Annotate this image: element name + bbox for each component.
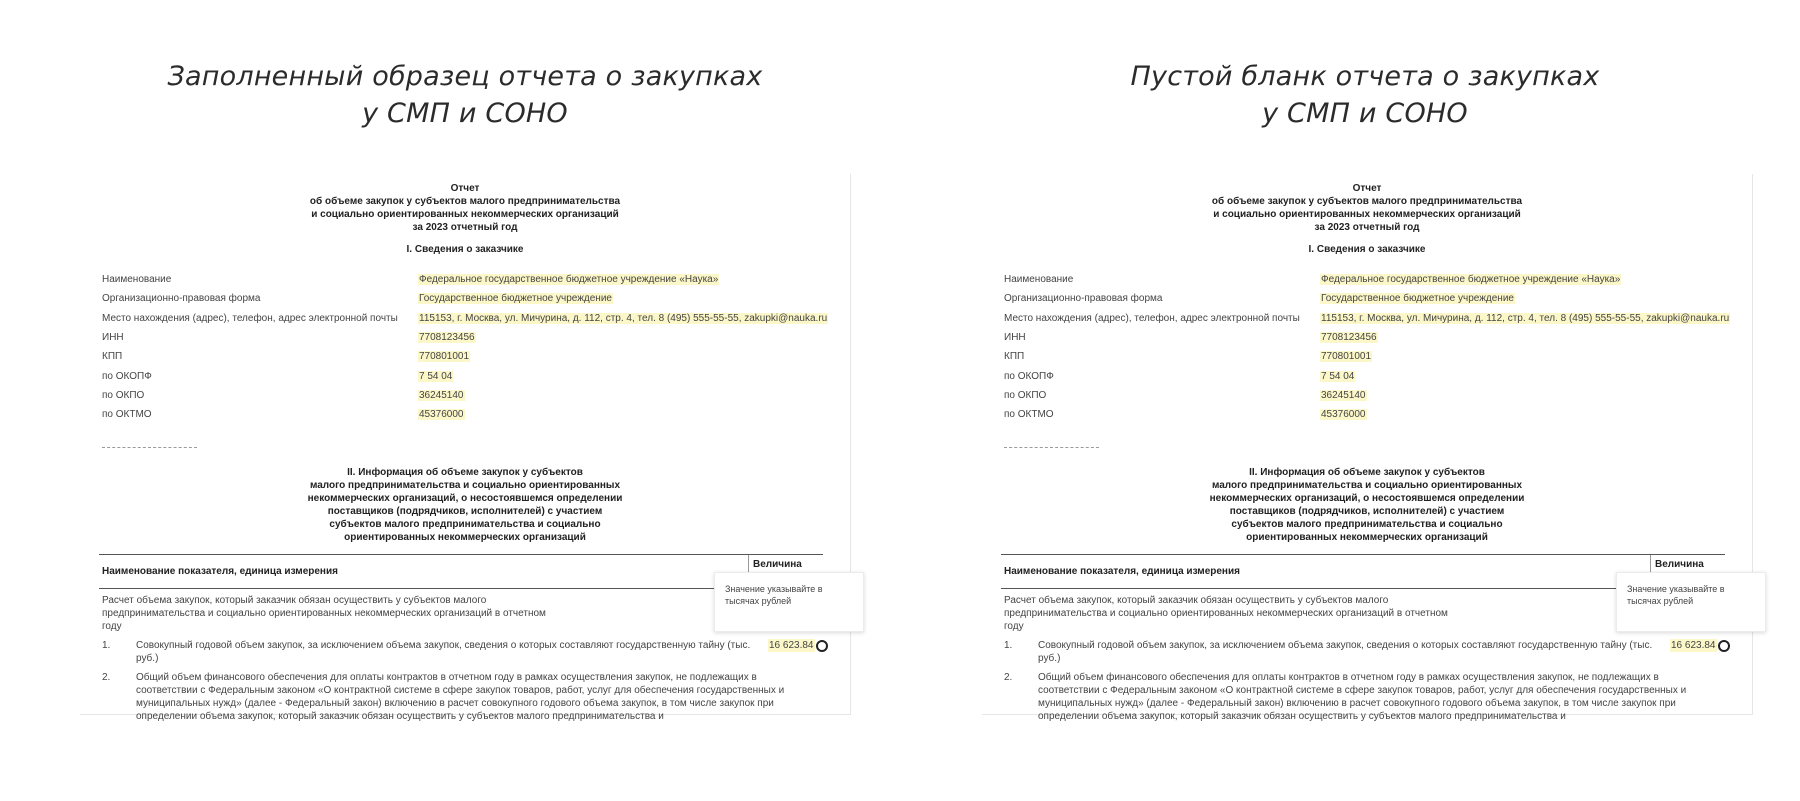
- section-line: ориентированных некоммерческих организаций: [344, 532, 586, 543]
- field-value[interactable]: Государственное бюджетное учреждение: [419, 293, 612, 305]
- calc-description: Расчет объема закупок, который заказчик обязан осуществить у субъектов малого предпринимательства и социально ориентированных некоммерческих организаций в отчетном году: [1004, 595, 1448, 632]
- info-row: [1004, 270, 1744, 289]
- info-row: [1004, 309, 1744, 328]
- field-label: Наименование: [1004, 274, 1074, 286]
- field-label: Организационно-правовая форма: [102, 293, 261, 305]
- section-title: [982, 466, 1752, 544]
- info-row: [102, 309, 842, 328]
- info-row: [1004, 328, 1744, 347]
- title-line: об объеме закупок у субъектов малого предпринимательства: [309, 196, 621, 207]
- column-header: Величина: [748, 555, 823, 588]
- field-value[interactable]: 45376000: [1321, 409, 1366, 421]
- field-label: ИНН: [1004, 332, 1026, 344]
- report-title: [80, 182, 850, 234]
- info-row: [1004, 347, 1744, 366]
- report-document: [80, 174, 851, 722]
- field-label: Наименование: [102, 274, 172, 286]
- field-value[interactable]: 770801001: [419, 351, 470, 363]
- row-number: 2.: [1004, 672, 1013, 683]
- section-line: II. Информация об объеме закупок у субъектов: [1249, 467, 1485, 478]
- title-line: за 2023 отчетный год: [1314, 222, 1420, 233]
- table-row: [99, 639, 823, 665]
- title-line: и социально ориентированных некоммерческих организаций: [311, 209, 619, 220]
- title-line: Отчет: [1352, 183, 1382, 194]
- field-label: по ОКПО: [102, 389, 145, 401]
- heading-line: у СМП и СОНО: [1262, 98, 1468, 129]
- table-row: [99, 671, 823, 723]
- section-line: поставщиков (подрядчиков, исполнителей) с участием: [1229, 506, 1505, 517]
- field-value[interactable]: Государственное бюджетное учреждение: [1321, 293, 1514, 305]
- info-row: [102, 366, 842, 385]
- info-row: [1004, 366, 1744, 385]
- field-value[interactable]: 36245140: [1321, 389, 1366, 401]
- info-row: [102, 405, 842, 424]
- field-label: по ОКПО: [1004, 389, 1047, 401]
- field-value[interactable]: 7 54 04: [1321, 370, 1355, 382]
- section-line: II. Информация об объеме закупок у субъектов: [347, 467, 583, 478]
- row-text: Общий объем финансового обеспечения для оплаты контрактов в отчетном году в рамках осуществления закупок, не подлежащих в соответствии с Федеральным законом «О контрактной системе в сфере закупок товаров, работ, услуг для обеспечения государственных и муниципальных нужд» (далее - Федеральный закон) включению в расчет совокупного годового объема закупок, в том числе закупок при определении объема закупок, который заказчик обязан осуществить у субъектов малого предпринимательства и: [1038, 672, 1687, 722]
- calc-description: Расчет объема закупок, который заказчик обязан осуществить у субъектов малого предпринимательства и социально ориентированных некоммерческих организаций в отчетном году: [102, 595, 546, 632]
- heading-line: у СМП и СОНО: [362, 98, 568, 129]
- row-text: Совокупный годовой объем закупок, за исключением объема закупок, сведения о которых составляют государственную тайну (тыс. руб.): [1038, 640, 1653, 664]
- row-value[interactable]: 16 623.84: [1671, 640, 1716, 651]
- info-row: [1004, 405, 1744, 424]
- customer-info: [102, 270, 842, 424]
- row-number: 1.: [102, 640, 111, 651]
- field-value[interactable]: 36245140: [419, 389, 464, 401]
- column-header: Наименование показателя, единица измерения: [102, 566, 338, 577]
- info-row: [1004, 386, 1744, 405]
- panel-heading: [985, 58, 1745, 132]
- divider: [102, 447, 197, 448]
- section-line: малого предпринимательства и социально ориентированных: [1211, 480, 1523, 491]
- row-number: 1.: [1004, 640, 1013, 651]
- info-row: [102, 347, 842, 366]
- title-line: за 2023 отчетный год: [412, 222, 518, 233]
- field-value[interactable]: 7708123456: [1321, 332, 1377, 344]
- report-document: [982, 174, 1753, 722]
- circle-cursor-icon: [816, 640, 828, 652]
- field-label: по ОКТМО: [1004, 409, 1054, 421]
- field-value[interactable]: 7708123456: [419, 332, 475, 344]
- customer-info: [1004, 270, 1744, 424]
- field-label: КПП: [1004, 351, 1025, 363]
- heading-line: Пустой бланк отчета о закупках: [1130, 61, 1600, 92]
- field-value[interactable]: Федеральное государственное бюджетное учреждение «Наука»: [1321, 274, 1621, 286]
- field-label: Место нахождения (адрес), телефон, адрес электронной почты: [1004, 312, 1300, 324]
- title-line: и социально ориентированных некоммерческих организаций: [1213, 209, 1521, 220]
- info-row: [102, 386, 842, 405]
- field-value[interactable]: 115153, г. Москва, ул. Мичурина, д. 112, стр. 4, тел. 8 (495) 555-55-55, zakupki@nauka.ru: [419, 312, 828, 324]
- info-row: [102, 289, 842, 308]
- section-line: некоммерческих организаций, о несостоявшемся определении: [1209, 493, 1525, 504]
- field-label: ИНН: [102, 332, 124, 344]
- info-row: [102, 328, 842, 347]
- section-title: I. Сведения о заказчике: [406, 244, 524, 255]
- row-text: Совокупный годовой объем закупок, за исключением объема закупок, сведения о которых составляют государственную тайну (тыс. руб.): [136, 640, 751, 664]
- field-label: КПП: [102, 351, 123, 363]
- row-text: Общий объем финансового обеспечения для оплаты контрактов в отчетном году в рамках осуществления закупок, не подлежащих в соответствии с Федеральным законом «О контрактной системе в сфере закупок товаров, работ, услуг для обеспечения государственных и муниципальных нужд» (далее - Федеральный закон) включению в расчет совокупного годового объема закупок, в том числе закупок при определении объема закупок, который заказчик обязан осуществить у субъектов малого предпринимательства и: [136, 672, 785, 722]
- section-title: I. Сведения о заказчике: [1308, 244, 1426, 255]
- field-value[interactable]: 7 54 04: [419, 370, 453, 382]
- field-value[interactable]: 45376000: [419, 409, 464, 421]
- section-line: субъектов малого предпринимательства и социально: [1231, 519, 1503, 530]
- table-row: [1001, 639, 1725, 665]
- field-label: Место нахождения (адрес), телефон, адрес электронной почты: [102, 312, 398, 324]
- field-label: по ОКОПФ: [102, 370, 152, 382]
- section-line: субъектов малого предпринимательства и социально: [329, 519, 601, 530]
- heading-line: Заполненный образец отчета о закупках: [167, 61, 763, 92]
- section-line: поставщиков (подрядчиков, исполнителей) с участием: [327, 506, 603, 517]
- field-label: Организационно-правовая форма: [1004, 293, 1163, 305]
- section-line: ориентированных некоммерческих организаций: [1246, 532, 1488, 543]
- section-title: [80, 466, 850, 544]
- panel-heading: [85, 58, 845, 132]
- section-line: малого предпринимательства и социально ориентированных: [309, 480, 621, 491]
- info-row: [102, 270, 842, 289]
- section-line: некоммерческих организаций, о несостоявшемся определении: [307, 493, 623, 504]
- field-value[interactable]: 770801001: [1321, 351, 1372, 363]
- row-number: 2.: [102, 672, 111, 683]
- report-title: [982, 182, 1752, 234]
- field-label: по ОКОПФ: [1004, 370, 1054, 382]
- hint-tooltip: Значение указывайте в тысячах рублей: [714, 572, 864, 632]
- table-row: [1001, 671, 1725, 723]
- field-value[interactable]: Федеральное государственное бюджетное учреждение «Наука»: [419, 274, 719, 286]
- info-row: [1004, 289, 1744, 308]
- divider: [1004, 447, 1099, 448]
- title-line: Отчет: [450, 183, 480, 194]
- column-header: Наименование показателя, единица измерения: [1004, 566, 1240, 577]
- field-value[interactable]: 115153, г. Москва, ул. Мичурина, д. 112, стр. 4, тел. 8 (495) 555-55-55, zakupki@nauka.ru: [1321, 312, 1730, 324]
- field-label: по ОКТМО: [102, 409, 152, 421]
- title-line: об объеме закупок у субъектов малого предпринимательства: [1211, 196, 1523, 207]
- hint-tooltip: Значение указывайте в тысячах рублей: [1616, 572, 1766, 632]
- column-header: Величина: [1650, 555, 1725, 588]
- circle-cursor-icon: [1718, 640, 1730, 652]
- row-value[interactable]: 16 623.84: [769, 640, 814, 651]
